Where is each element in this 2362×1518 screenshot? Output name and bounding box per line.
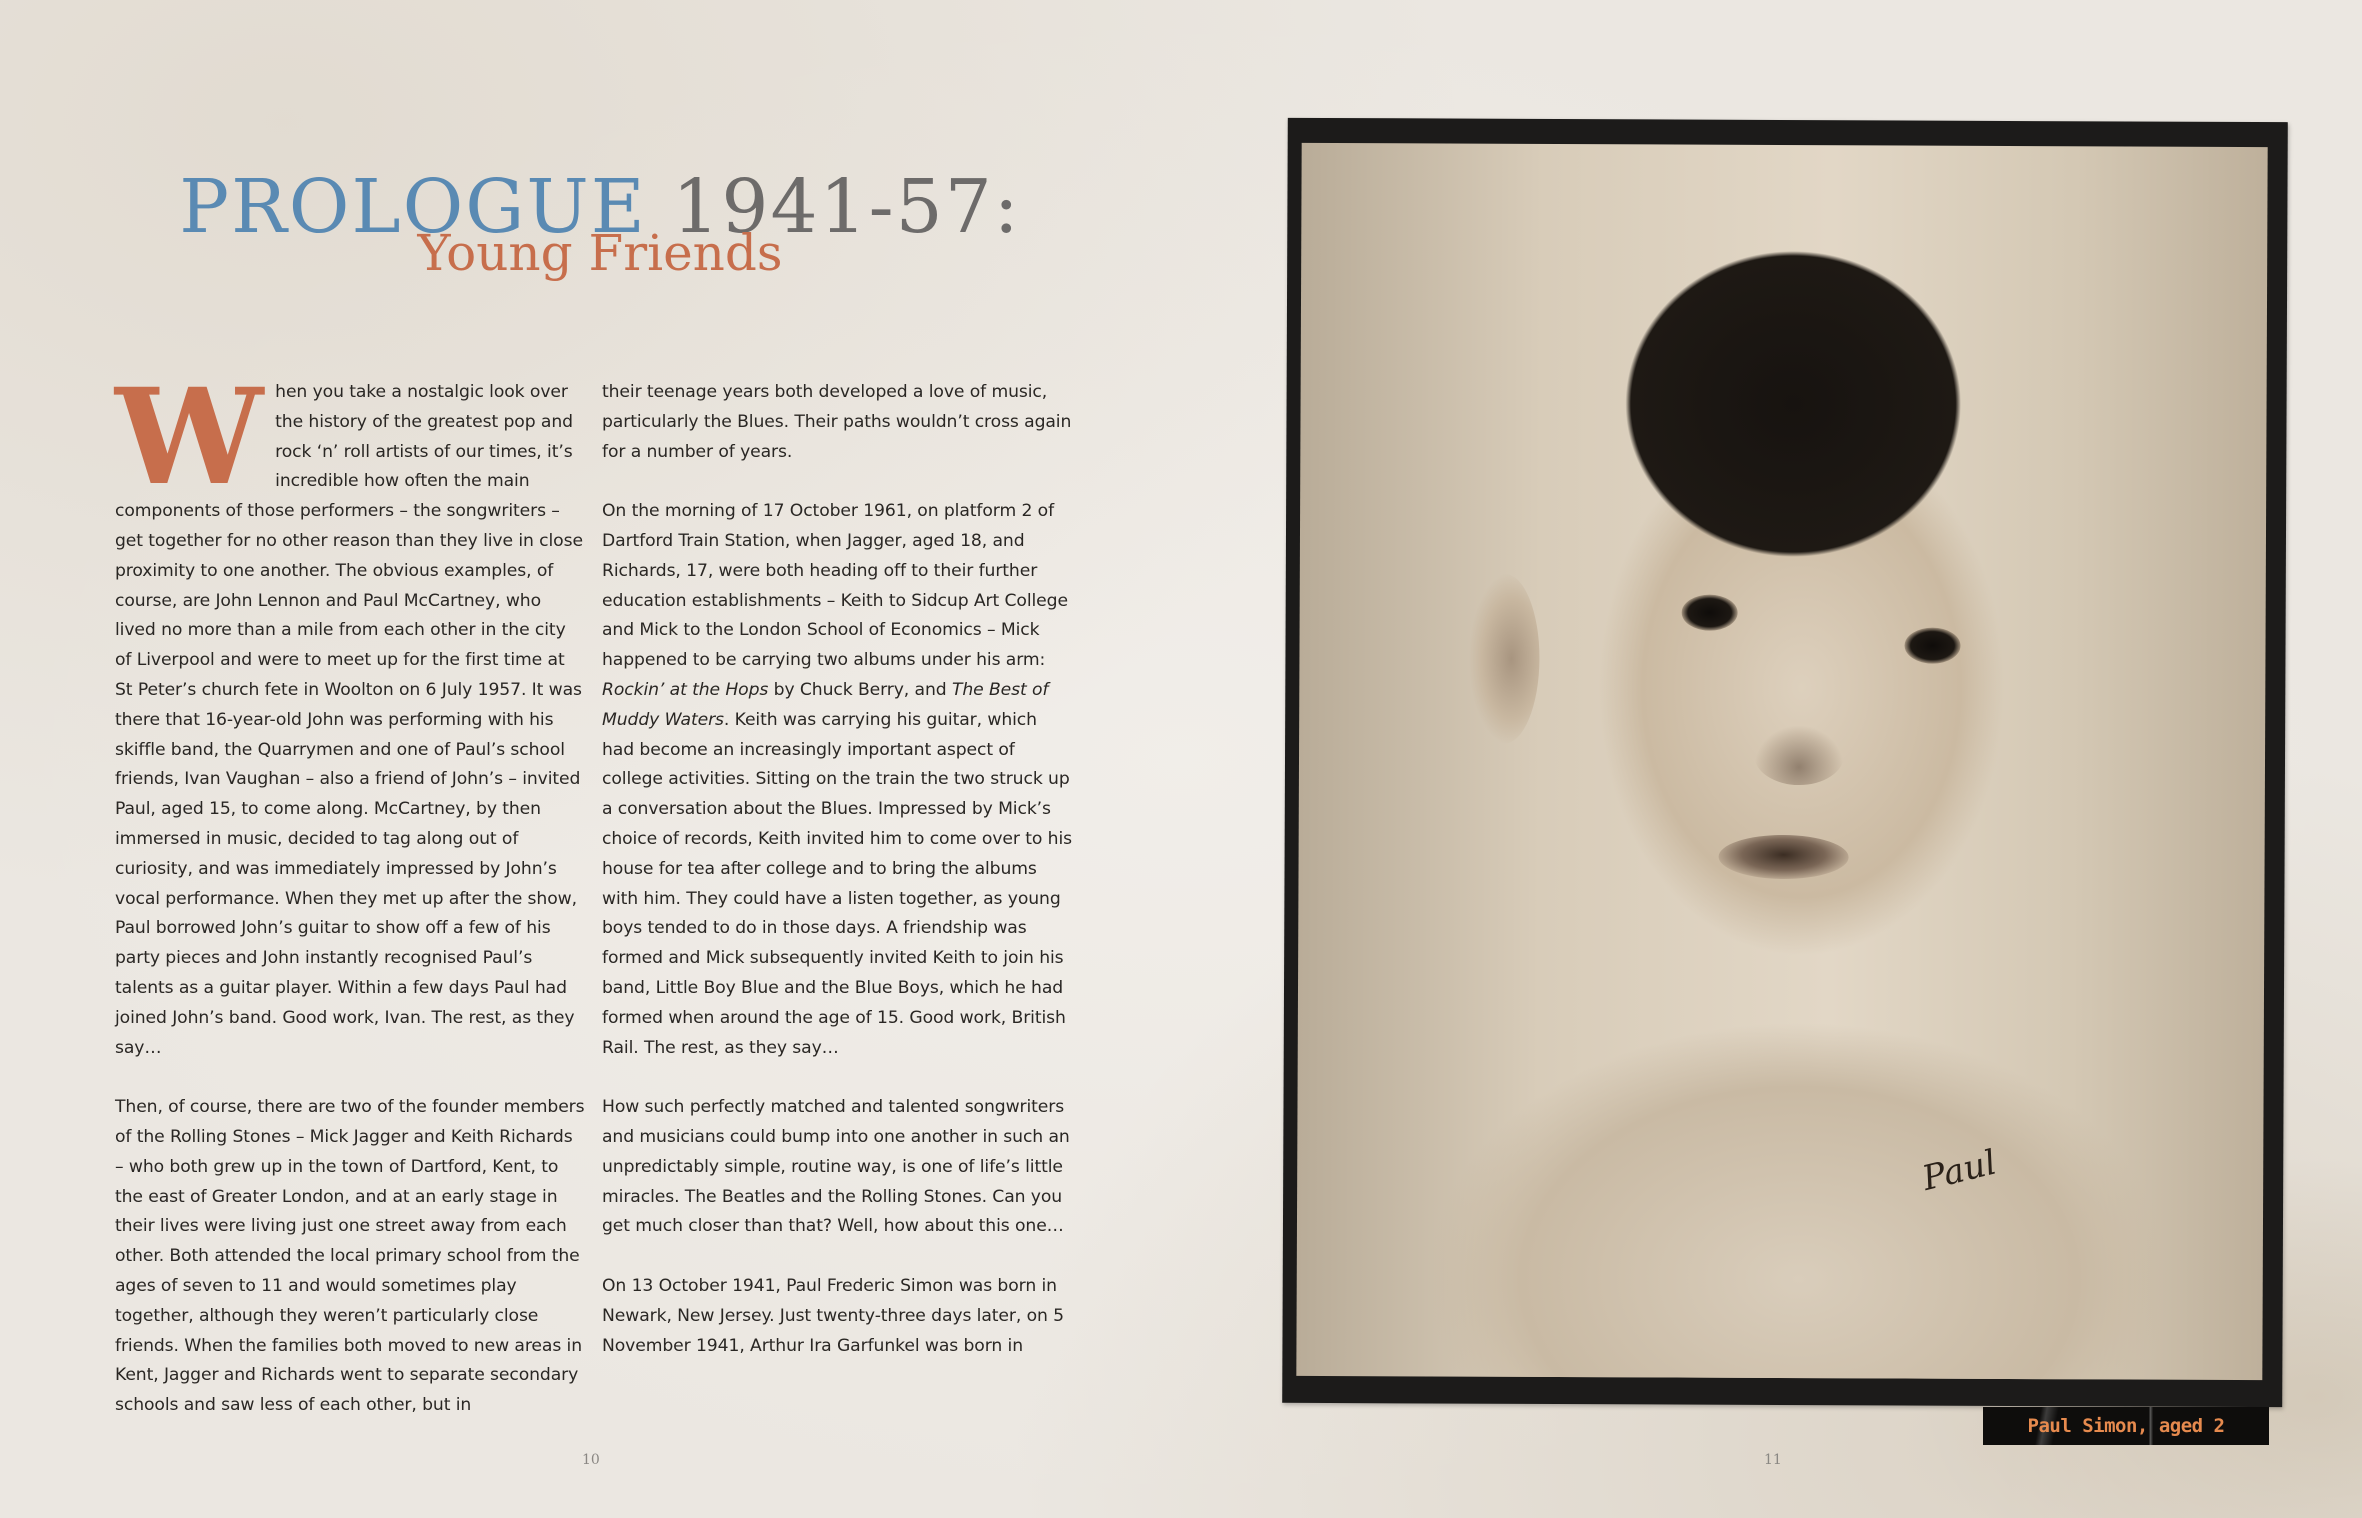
photo-detail [1904,628,1960,664]
paragraph-text: by Chuck Berry, and [768,679,952,700]
page-number-right: 11 [1764,1452,1782,1468]
paragraph: How such perfectly matched and talented songwriters and musicians could bump into one another in such an unpredictably simple, routine way, is one of life’s little miracles. The Beatles and the Rolling Stones. Can you get much closer than that? Well, how about this one… [602,1097,1070,1237]
page-number-left: 10 [582,1452,600,1468]
photo-detail [1469,574,1540,744]
photo-frame [1282,118,2288,1407]
photo-caption [1983,1407,2269,1445]
photo-caption-text: Paul Simon, aged 2 [2027,1415,2225,1437]
text-column-1 [115,360,585,1451]
paragraph: Then, of course, there are two of the founder members of the Rolling Stones – Mick Jagger and Keith Richards – who both grew up in the town of Dartford, Kent, to the east of Greater London, and at an early stage in their lives were living just one street away from each other. Both attended the local primary school from the ages of seven to 11 and would sometimes play together, although they weren’t particularly close friends. When the families both moved to new areas in Kent, Jagger and Richards went to separate secondary schools and saw less of each other, but in [115,1097,585,1416]
portrait-photo [1296,143,2267,1380]
paragraph-text: . Keith was carrying his guitar, which had become an increasingly important aspect of college activities. Sitting on the train the two struck up a conversation about the Blues. Impressed by Mick’s choice of records, Keith invited him to come over to his house for tea after college and to bring the albums with him. They could have a listen together, as young boys tended to do in those days. A friendship was formed and Mick subsequently invited Keith to join his band, Little Boy Blue and the Blue Boys, which he had formed when around the age of 15. Good work, British Rail. The rest, as they say… [602,709,1072,1058]
paragraph: On 13 October 1941, Paul Frederic Simon was born in Newark, New Jersey. Just twenty-three days later, on 5 November 1941, Arthur Ira Garfunkel was born in [602,1275,1064,1356]
photo-detail [1754,725,1844,785]
paragraph [602,497,1072,1063]
drop-cap: W [115,360,264,515]
chapter-title-years: 1941-57: [672,163,1021,250]
album-title: Rockin’ at the Hops [602,679,769,700]
paragraph-text: On the morning of 17 October 1961, on platform 2 of Dartford Train Station, when Jagger, aged 18, and Richards, 17, were both heading off to their further education establishments – Keith to Sidcup Art College and Mick to the London School of Economics – Mick happened to be carrying two albums under his arm: [602,501,1068,671]
shirt-embroidery: Paul [1918,1142,2001,1200]
chapter-title-word: PROLOGUE [179,163,647,250]
photo-detail [1718,835,1848,880]
paragraph: their teenage years both developed a love of music, particularly the Blues. Their paths wouldn’t cross again for a number of years. [602,382,1072,462]
chapter-subtitle: Young Friends [417,224,783,282]
paragraph [115,360,585,1063]
paragraph-text: hen you take a nostalgic look over the history of the greatest pop and rock ‘n’ roll artists of our times, it’s incredible how often the main components of those performers – the songwriters – get together for no other reason than they live in close proximity to one another. The obvious examples, of course, are John Lennon and Paul McCartney, who lived no more than a mile from each other in the city of Liverpool and were to meet up for the first time at St Peter’s church fete in Woolton on 6 July 1957. It was there that 16-year-old John was performing with his skiffle band, the Quarrymen and one of Paul’s school friends, Ivan Vaughan – also a friend of John’s – invited Paul, aged 15, to come along. McCartney, by then immersed in music, decided to tag along out of curiosity, and was immediately impressed by John’s vocal performance. When they met up after the show, Paul borrowed John’s guitar to show off a few of his party pieces and John instantly recognised Paul’s talents as a guitar player. Within a few days Paul had joined John’s band. Good work, Ivan. The rest, as they say… [115,382,583,1058]
photo-detail [1682,595,1738,631]
album-title: The Best of Muddy Waters [602,679,1049,730]
text-column-2 [602,378,1072,1391]
